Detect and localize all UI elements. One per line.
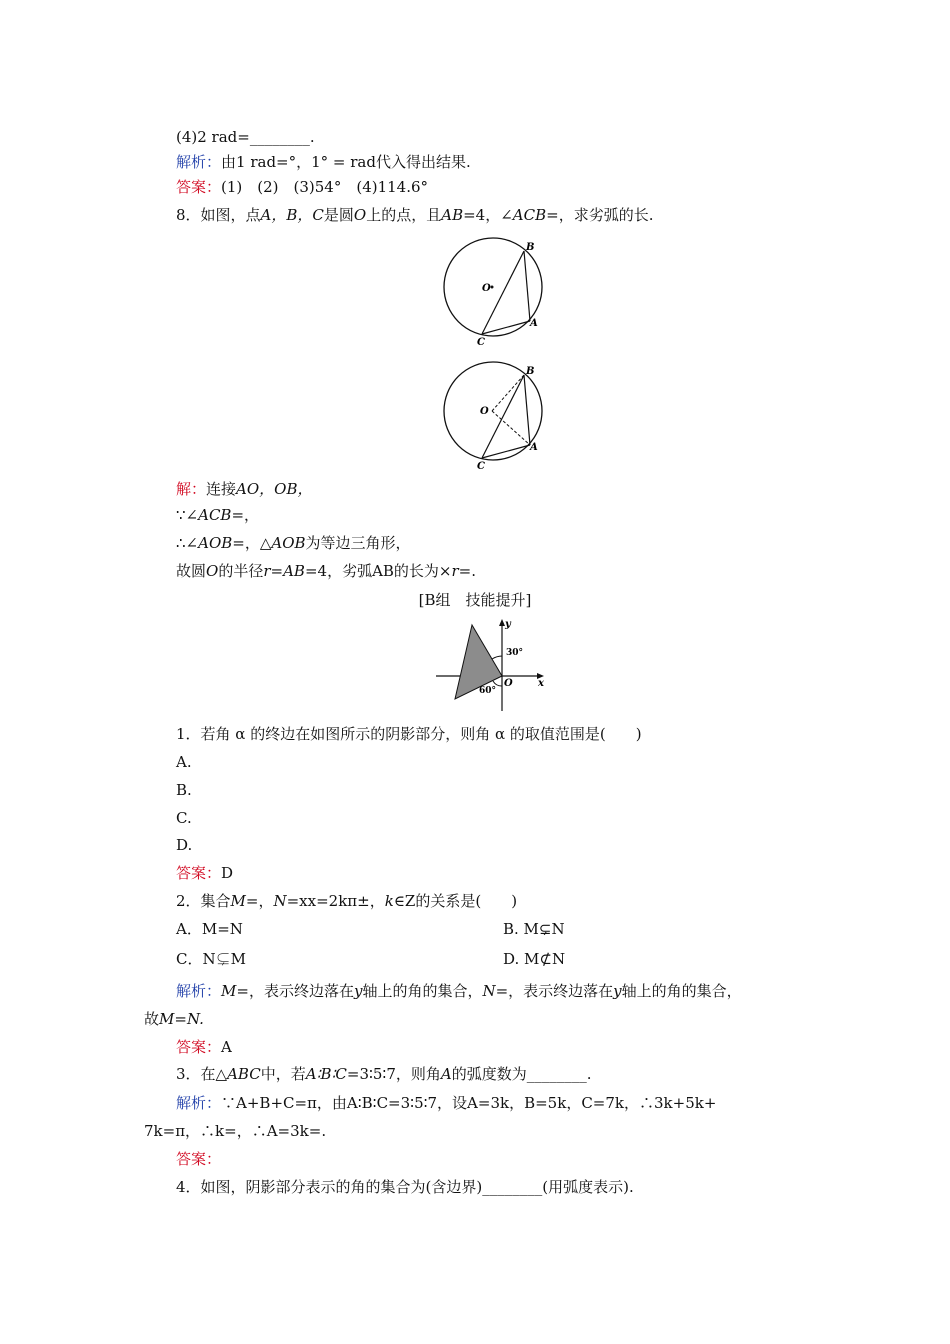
q-text: =3∶5∶7，则角 — [346, 1065, 441, 1083]
answer-label: 答案： — [176, 1038, 222, 1056]
sol-text: 连接 — [206, 480, 237, 498]
sol-math: ACB — [198, 506, 232, 524]
label-c: C — [477, 461, 485, 472]
chord-ca — [482, 321, 530, 334]
arc-30 — [492, 656, 502, 659]
a-math: y — [353, 982, 363, 1000]
angle-region-figure — [432, 615, 552, 715]
sol-text: 为等边三角形， — [305, 534, 411, 552]
a-math: y — [613, 982, 622, 1000]
b-q2-text — [176, 891, 517, 911]
b-q1-option-a: A. — [176, 753, 192, 771]
answer-text: D — [221, 864, 234, 882]
b-q3-text — [176, 1064, 592, 1084]
q-text: 的弧度数为________. — [451, 1065, 592, 1083]
analysis-text: 由1 rad=°，1° = rad代入得出结果. — [221, 153, 471, 171]
b-q2-option-b: B. M⊊N — [503, 920, 565, 938]
sol-text: = — [270, 562, 284, 580]
a-math: N — [482, 982, 496, 1000]
q8-text — [176, 205, 653, 225]
sol-math: O — [206, 562, 219, 580]
sol-math: r — [263, 562, 271, 580]
label-x: x — [538, 678, 544, 689]
q8-mid3: =4，∠ — [463, 206, 513, 224]
q-math: ABC — [227, 1065, 261, 1083]
q7-part4: (4)2 rad=________. — [176, 128, 315, 146]
sol-line-2 — [176, 505, 259, 525]
q8-points: A，B，C — [260, 206, 324, 224]
analysis-text: ∵A+B+C=π，由A∶B∶C=3∶5∶7，设A=3k，B=5k，C=7k，∴3k+5k+ — [221, 1094, 717, 1112]
sol-math: AOB — [198, 534, 233, 552]
sol-text: =. — [458, 562, 477, 580]
q-math: A∶B∶C — [305, 1065, 347, 1083]
q8-mid2: 上的点，且 — [366, 206, 442, 224]
answer-text: A — [221, 1038, 232, 1056]
circle-figure-1 — [435, 236, 555, 348]
chord-ba — [524, 251, 530, 321]
q-math: N — [273, 892, 287, 910]
a-text: 故 — [144, 1010, 160, 1028]
q-text: 2．集合 — [176, 892, 231, 910]
center-dot — [491, 286, 494, 289]
b-q1-option-c: C. — [176, 809, 192, 827]
b-q4-text: 4．如图，阴影部分表示的角的集合为(含边界)________(用弧度表示). — [176, 1178, 634, 1196]
answer-label: 答案： — [176, 864, 222, 882]
a-text: =，表示终边落在 — [236, 982, 354, 1000]
q8-suffix: =，求劣弧的长. — [546, 206, 654, 224]
sol-text: ∵∠ — [176, 506, 199, 524]
sol-math: AB — [283, 562, 305, 580]
b-q2-option-a: A．M=N — [176, 920, 243, 938]
b-q2-analysis-line-2 — [144, 1009, 204, 1029]
analysis-label: 解析： — [176, 1094, 222, 1112]
a-text: =，表示终边落在 — [495, 982, 614, 1000]
label-o: O — [504, 678, 513, 689]
a-text: 轴上的角的集合， — [362, 982, 483, 1000]
answer-label: 答案： — [176, 1150, 222, 1168]
b-q2-answer — [176, 1037, 232, 1057]
answer-label: 答案： — [176, 178, 222, 196]
b-q3-answer — [176, 1149, 221, 1169]
q8-prefix: 8．如图，点 — [176, 206, 261, 224]
q8-o: O — [353, 206, 367, 224]
label-a: A — [530, 318, 538, 329]
q8-ab: AB — [441, 206, 464, 224]
sol-text: ∴∠ — [176, 534, 199, 552]
b-q1-option-d: D. — [176, 836, 193, 854]
q-math: k — [384, 892, 394, 910]
q7-analysis — [176, 152, 471, 172]
b-q1-option-b: B. — [176, 781, 192, 799]
q7-answer — [176, 177, 428, 197]
sol-text: =，△ — [232, 534, 272, 552]
b-q1-text: 1．若角 α 的终边在如图所示的阴影部分，则角 α 的取值范围是( ) — [176, 725, 642, 743]
sol-math: AOB — [271, 534, 306, 552]
label-b: B — [526, 242, 535, 253]
solution-label: 解： — [176, 480, 207, 498]
q-text: ∈Z的关系是( ) — [393, 892, 518, 910]
chord-ca — [482, 445, 530, 458]
label-a: A — [530, 442, 538, 453]
a-text: 轴上的角的集合， — [621, 982, 742, 1000]
sol-line-3 — [176, 533, 411, 553]
q-text: 中，若 — [260, 1065, 306, 1083]
sol-text: =4，劣弧AB的长为× — [304, 562, 452, 580]
circle-figure-2 — [435, 360, 555, 472]
analysis-label: 解析： — [176, 153, 222, 171]
b-q2-option-c: C．N⊊M — [176, 950, 246, 968]
label-o: O — [480, 406, 489, 417]
q-math: A — [440, 1065, 452, 1083]
label-60: 60° — [479, 686, 497, 696]
sol-math: r — [451, 562, 459, 580]
label-y: y — [505, 619, 511, 630]
b-q3-analysis-line-2: 7k=π，∴k=，∴A=3k=. — [144, 1122, 327, 1140]
q-math: M — [230, 892, 246, 910]
sol-line-4 — [176, 561, 476, 581]
label-b: B — [526, 366, 535, 377]
analysis-label: 解析： — [176, 982, 222, 1000]
q8-mid: 是圆 — [323, 206, 354, 224]
b-q2-analysis-line-1 — [176, 981, 742, 1001]
q-text: =， — [245, 892, 274, 910]
chord-ba — [524, 375, 530, 445]
section-title: [B组 技能提升] — [418, 591, 532, 609]
b-q3-analysis-line-1 — [176, 1093, 716, 1113]
sol-text: =， — [231, 506, 260, 524]
sol-math: AO，OB， — [236, 480, 313, 498]
b-q2-option-d: D. M⊄N — [503, 950, 566, 968]
a-math: M=N. — [159, 1010, 204, 1028]
q-text: =xx=2kπ±， — [286, 892, 385, 910]
sol-text: 的半径 — [218, 562, 264, 580]
label-30: 30° — [506, 648, 524, 658]
label-o: O — [482, 283, 491, 294]
b-q1-answer — [176, 863, 233, 883]
answer-text: (1) (2) (3)54° (4)114.6° — [221, 178, 429, 196]
sol-line-1 — [176, 479, 312, 499]
q-text: 3．在△ — [176, 1065, 228, 1083]
q8-acb: ACB — [512, 206, 547, 224]
a-math: M — [221, 982, 237, 1000]
sol-text: 故圆 — [176, 562, 207, 580]
label-c: C — [477, 337, 485, 348]
